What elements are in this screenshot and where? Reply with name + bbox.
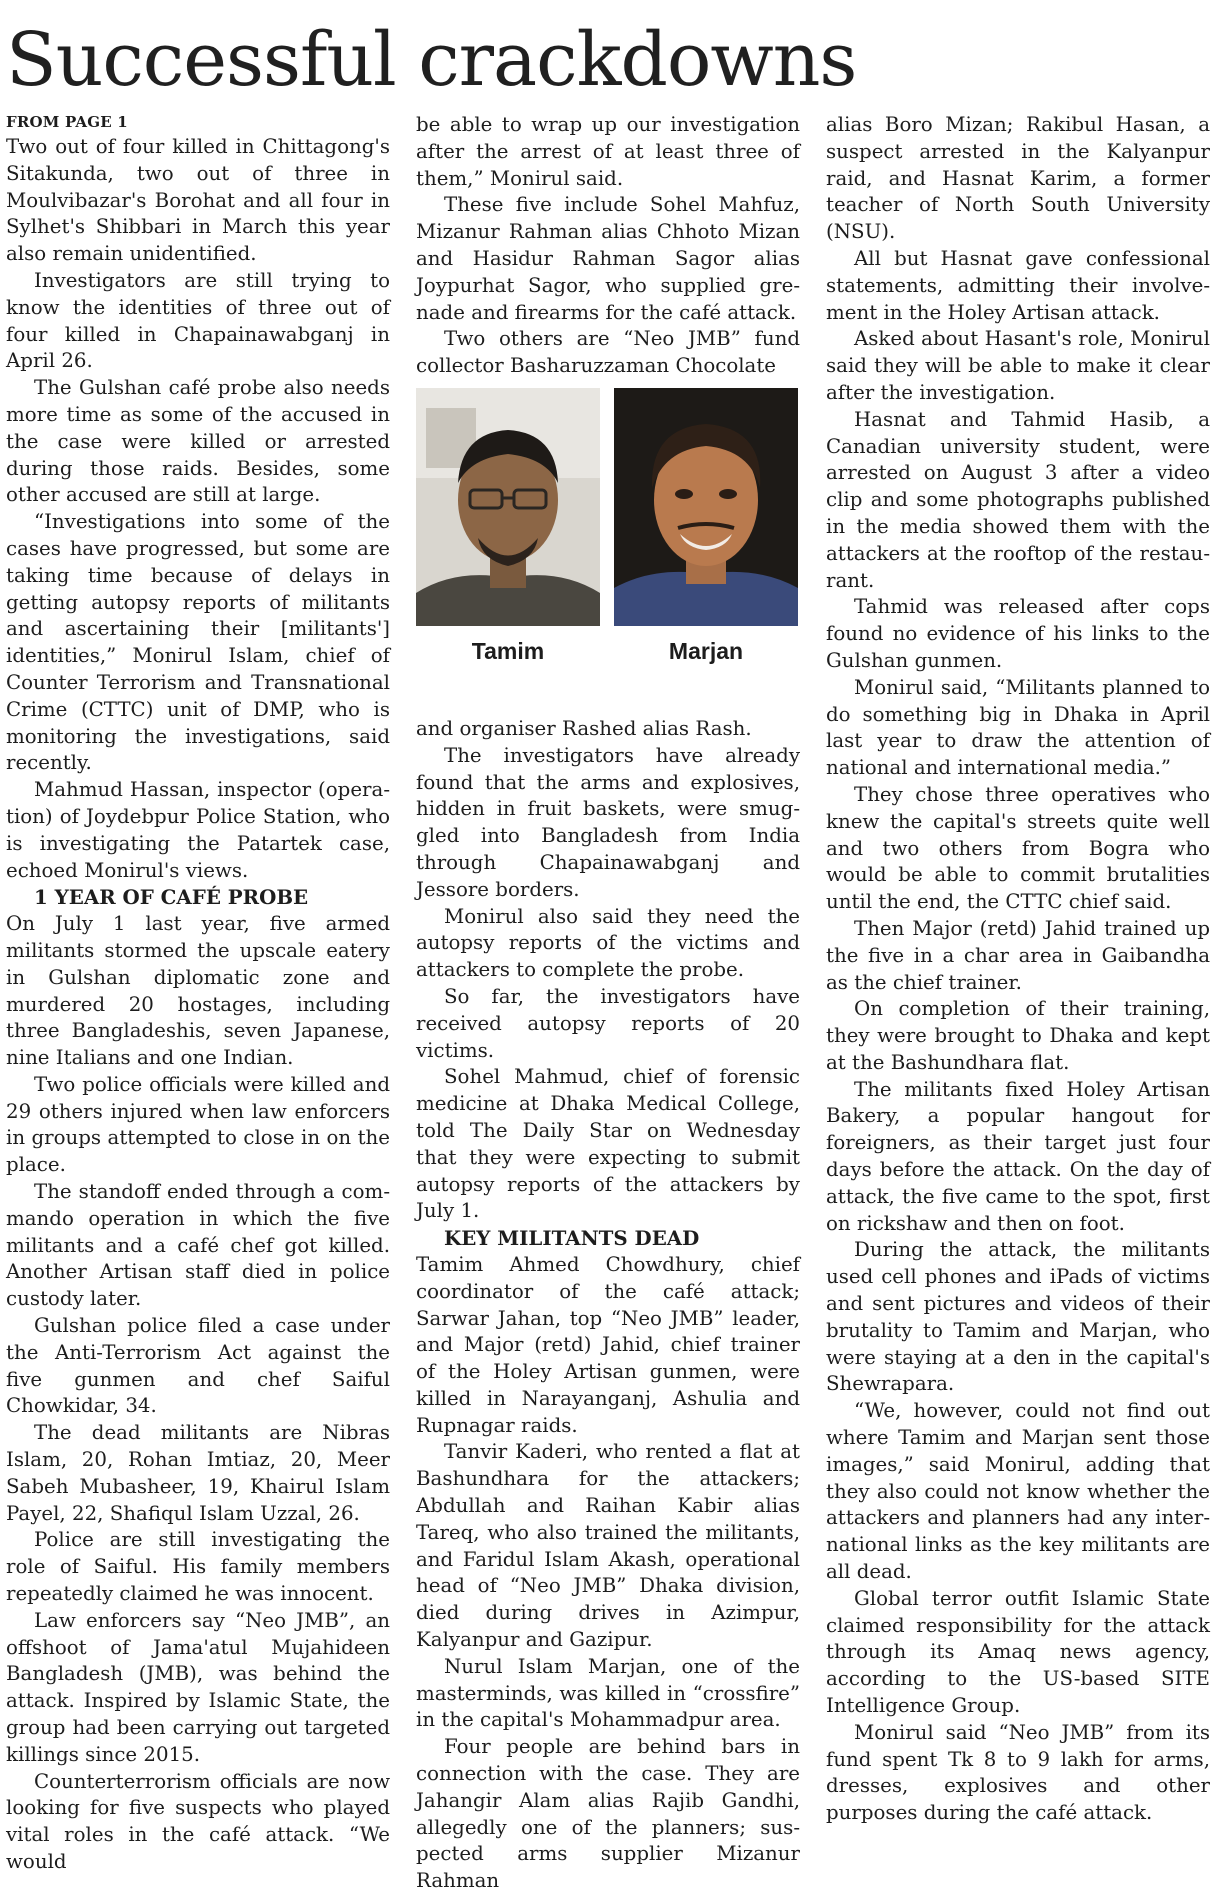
paragraph: Global terror outfit Islamic State claimed responsibility for the attack through its Amaq news agency, according to the US-based SITE Intelligence Group. (826, 1586, 1210, 1718)
paragraph: Tahmid was released after cops found no evidence of his links to the Gulshan gunmen. (826, 595, 1210, 672)
article-column-2 (416, 112, 800, 1893)
paragraph: Counterterrorism officials are now looking for five suspects who played vital roles in the café attack. “We would (6, 1769, 390, 1873)
kicker: FROM PAGE 1 (6, 113, 128, 131)
paragraph: Law enforcers say “Neo JMB”, an offshoot of Jama'atul Mujahideen Bangladesh (JMB), was behind the attack. Inspired by Islamic State, the group had been carrying out targeted killings since 2015. (6, 1608, 390, 1766)
paragraph: Tanvir Kaderi, who rented a flat at Bashundhara for the attackers; Abdullah and Raihan Kabir alias Tareq, who also trained the militants, and Faridul Islam Akash, operational head of “Neo JMB” Dhaka division, died during drives in Azimpur, Kalyanpur and Gazipur. (416, 1440, 800, 1652)
paragraph: Two out of four killed in Chittagong's Sitakunda, two out of three in Moulvibazar's Borohat and all four in Sylhet's Shibbari in March this year also remain unidentified. (6, 135, 390, 266)
paragraph: Monirul also said they need the autopsy reports of the victims and attackers to complete the probe. (416, 904, 800, 982)
photo-block (416, 388, 800, 710)
paragraph: be able to wrap up our investigation after the arrest of at least three of them,” Monirul said. (416, 113, 800, 190)
tamim-photo (416, 388, 600, 626)
paragraph: “We, however, could not find out where Tamim and Marjan sent those images,” said Monirul, adding that they also could not know whether the attackers and planners had any international links as the key militants are all dead. (826, 1399, 1210, 1584)
article-column-1 (6, 112, 390, 1873)
paragraph: Two police officials were killed and 29 others injured when law enforcers in groups attempted to close in on the place. (6, 1072, 390, 1177)
paragraph: The Gulshan café probe also needs more time as some of the accused in the case were killed or arrested during those raids. Besides, some other accused are still at large. (6, 376, 390, 507)
paragraph: The standoff ended through a commando operation in which the five militants and a café chef got killed. Another Artisan staff died in police custody later. (6, 1180, 390, 1311)
marjan-photo (614, 388, 798, 626)
paragraph: On July 1 last year, five armed militants stormed the upscale eatery in Gulshan diplomatic zone and murdered 20 hostages, including three Bangladeshis, seven Japanese, nine Italians and one Indian. (6, 912, 390, 1070)
paragraph: Two others are “Neo JMB” fund collector Basharuzzaman Chocolate (416, 327, 800, 378)
paragraph: Hasnat and Tahmid Hasib, a Canadian university student, were arrested on August 3 after a video clip and some photographs published in the media showed them with the attackers at the rooftop of the restaurant. (826, 407, 1210, 592)
paragraph: Investigators are still trying to know the identities of three out of four killed in Chapainawabganj in April 26. (6, 268, 390, 373)
paragraph: These five include Sohel Mahfuz, Mizanur Rahman alias Chhoto Mizan and Hasidur Rahman Sagor alias Joypurhat Sagor, who supplied grenade and firearms for the café attack. (416, 193, 800, 324)
paragraph: Asked about Hasant's role, Monirul said they will be able to make it clear after the investigation. (826, 327, 1210, 404)
paragraph: Monirul said “Neo JMB” from its fund spent Tk 8 to 9 lakh for arms, dresses, explosives and other purposes during the café attack. (826, 1720, 1210, 1825)
paragraph: The investigators have already found that the arms and explosives, hidden in fruit baskets, were smuggled into Bangladesh from India through Chapainawabganj and Jessore borders. (416, 743, 800, 901)
marjan-portrait-icon (614, 388, 798, 626)
paragraph: Then Major (retd) Jahid trained up the five in a char area in Gaibandha as the chief trainer. (826, 916, 1210, 994)
paragraph: They chose three operatives who knew the capital's streets quite well and two others from Bogra who would be able to commit brutalities until the end, the CTTC chief said. (826, 782, 1210, 914)
paragraph: Four people are behind bars in connection with the case. They are Jahangir Alam alias Rajib Gandhi, allegedly one of the planners; suspected arms supplier Mizanur Rahman (416, 1735, 800, 1893)
paragraph: alias Boro Mizan; Rakibul Hasan, a suspect arrested in the Kalyanpur raid, and Hasnat Karim, a former teacher of North South University (NSU). (826, 113, 1210, 244)
paragraph: Mahmud Hassan, inspector (operation) of Joydebpur Police Station, who is investigating the Patartek case, echoed Monirul's views. (6, 778, 390, 882)
paragraph: So far, the investigators have received autopsy reports of 20 victims. (416, 984, 800, 1062)
paragraph: Gulshan police filed a case under the Anti-Terrorism Act against the five gunmen and chef Saiful Chowkidar, 34. (6, 1314, 390, 1418)
paragraph: “Investigations into some of the cases have progressed, but some are taking time because of delays in getting autopsy reports of militants and ascertaining their [militants'] identities,” Monirul Islam, chief of Counter Terrorism and Transnational Crime (CTTC) unit of DMP, who is monitoring the investigations, said recently. (6, 510, 390, 775)
paragraph: On completion of their training, they were brought to Dhaka and kept at the Bashundhara flat. (826, 997, 1210, 1074)
paragraph: and organiser Rashed alias Rash. (416, 716, 752, 740)
subhead: KEY MILITANTS DEAD (444, 1226, 700, 1251)
paragraph: Nurul Islam Marjan, one of the masterminds, was killed in “crossfire” in the capital's Mohammadpur area. (416, 1654, 800, 1732)
paragraph: Tamim Ahmed Chowdhury, chief coordinator of the café attack; Sarwar Jahan, top “Neo JMB” leader, and Major (retd) Jahid, chief trainer of the Holey Artisan gunmen, were killed in Narayanganj, Ashulia and Rupnagar raids. (416, 1252, 800, 1437)
paragraph: The dead militants are Nibras Islam, 20, Rohan Imtiaz, 20, Meer Sabeh Mubasheer, 19, Khairul Islam Payel, 22, Shafiqul Islam Uzzal, 26. (6, 1421, 390, 1525)
marjan-caption: Marjan (668, 637, 744, 664)
paragraph: Police are still investigating the role of Saiful. His family members repeatedly claimed he was innocent. (6, 1528, 390, 1606)
tamim-caption: Tamim (471, 637, 545, 664)
paragraph: All but Hasnat gave confessional statements, admitting their involvement in the Holey Artisan attack. (826, 246, 1210, 324)
paragraph: Sohel Mahmud, chief of forensic medicine at Dhaka Medical College, told The Daily Star on Wednesday that they were expecting to submit autopsy reports of the attackers by July 1. (416, 1065, 800, 1223)
headline: Successful crackdowns (6, 17, 857, 103)
paragraph: During the attack, the militants used cell phones and iPads of victims and sent pictures and videos of their brutality to Tamim and Marjan, who were staying at a den in the capital's Shewrapara. (826, 1238, 1210, 1396)
paragraph: Monirul said, “Militants planned to do something big in Dhaka in April last year to draw the attention of national and international media.” (826, 675, 1210, 780)
article-column-3 (826, 112, 1210, 1825)
tamim-portrait-icon (416, 388, 600, 626)
subhead: 1 YEAR OF CAFÉ PROBE (34, 885, 309, 910)
paragraph: The militants fixed Holey Artisan Bakery, a popular hangout for foreigners, as their target just four days before the attack. On the day of attack, the five came to the spot, first on rickshaw and then on foot. (826, 1077, 1210, 1235)
